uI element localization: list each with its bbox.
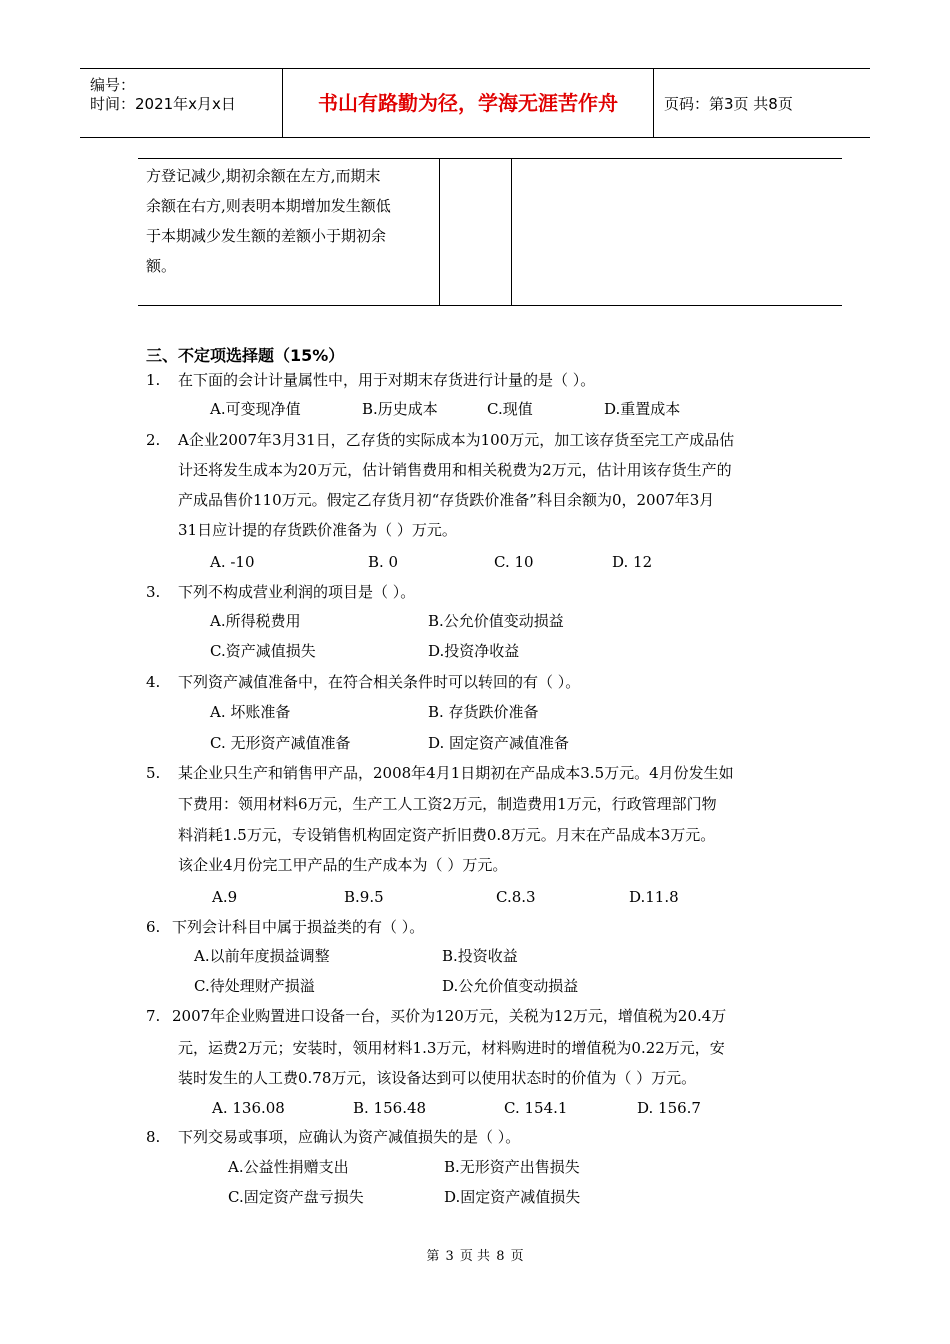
table-cell-line: 方登记减少,期初余额在左方,而期末	[146, 167, 381, 185]
option: A.可变现净值	[210, 400, 301, 418]
option: A.9	[212, 888, 238, 906]
option: C. 154.1	[504, 1099, 568, 1117]
option: B.历史成本	[362, 400, 438, 418]
code-label: 编号：	[90, 76, 136, 94]
question-text: 产成品售价110万元。假定乙存货月初“存货跌价准备”科目余额为0，2007年3月	[178, 491, 715, 509]
option: B.公允价值变动损益	[428, 612, 564, 630]
option: D.公允价值变动损益	[442, 977, 579, 995]
question-number: 6.	[146, 918, 161, 936]
option: A. -10	[210, 553, 255, 571]
option: A.以前年度损益调整	[194, 947, 330, 965]
question-text: 下列交易或事项，应确认为资产减值损失的是（ ）。	[178, 1128, 521, 1146]
footer-prefix: 第	[426, 1249, 440, 1264]
option: B.投资收益	[442, 947, 518, 965]
question-number: 2.	[146, 431, 161, 449]
page-header	[80, 68, 870, 138]
option: D. 12	[612, 553, 653, 571]
question-number: 4.	[146, 673, 161, 691]
option: B. 0	[368, 553, 399, 571]
header-motto: 书山有路勤为径，学海无涯苦作舟	[283, 69, 654, 137]
header-page-label: 页码：第3页 共8页	[664, 95, 793, 113]
question-number: 7.	[146, 1007, 161, 1025]
option: C. 无形资产减值准备	[210, 734, 351, 752]
option: C.8.3	[496, 888, 536, 906]
page-footer	[0, 1245, 950, 1264]
option: C.固定资产盘亏损失	[228, 1188, 364, 1206]
table-cell-text	[146, 161, 431, 281]
table-cell-line: 于本期减少发生额的差额小于期初余	[146, 227, 387, 245]
footer-middle: 页 共	[459, 1249, 491, 1264]
option: B.无形资产出售损失	[444, 1158, 580, 1176]
table-divider	[439, 159, 440, 305]
option: B. 156.48	[353, 1099, 427, 1117]
question-number: 3.	[146, 583, 161, 601]
option: B. 存货跌价准备	[428, 703, 539, 721]
option: A.公益性捐赠支出	[228, 1158, 349, 1176]
question-text: 某企业只生产和销售甲产品，2008年4月1日期初在产品成本3.5万元。4月份发生如	[178, 764, 734, 782]
question-text: A企业2007年3月31日，乙存货的实际成本为100万元，加工该存货至完工产成品估	[178, 431, 735, 449]
option: D. 固定资产减值准备	[428, 734, 570, 752]
option: C.资产减值损失	[210, 642, 316, 660]
section-title: 三、不定项选择题（15%）	[146, 346, 345, 365]
option: D.11.8	[629, 888, 679, 906]
question-number: 5.	[146, 764, 161, 782]
question-text: 下列会计科目中属于损益类的有（ ）。	[172, 918, 425, 936]
footer-total-pages: 8	[496, 1249, 505, 1264]
option: C.现值	[487, 400, 533, 418]
question-text: 料消耗1.5万元，专设销售机构固定资产折旧费0.8万元。月末在产品成本3万元。	[178, 826, 716, 844]
question-text: 在下面的会计计量属性中，用于对期末存货进行计量的是（ ）。	[178, 371, 596, 389]
table-cell-line: 余额在右方,则表明本期增加发生额低	[146, 197, 391, 215]
option: A.所得税费用	[210, 612, 301, 630]
table-cell-line: 额。	[146, 257, 177, 275]
option: B.9.5	[344, 888, 384, 906]
question-text: 下列资产减值准备中，在符合相关条件时可以转回的有（ ）。	[178, 673, 581, 691]
question-text: 2007年企业购置进口设备一台，买价为120万元，关税为12万元，增值税为20.4万	[172, 1007, 727, 1025]
question-number: 1.	[146, 371, 161, 389]
header-info-cell	[80, 69, 283, 137]
option: D.固定资产减值损失	[444, 1188, 581, 1206]
question-text: 计还将发生成本为20万元，估计销售费用和相关税费为2万元，估计用该存货生产的	[178, 461, 732, 479]
table-divider	[511, 159, 512, 305]
footer-suffix: 页	[510, 1249, 524, 1264]
option: D.投资净收益	[428, 642, 520, 660]
question-number: 8.	[146, 1128, 161, 1146]
question-text: 下费用：领用材料6万元，生产工人工资2万元，制造费用1万元，行政管理部门物	[178, 795, 717, 813]
time-label: 时间：2021年x月x日	[90, 95, 236, 113]
option: D.重置成本	[604, 400, 681, 418]
question-text: 31日应计提的存货跌价准备为（ ）万元。	[178, 521, 457, 539]
option: C.待处理财产损溢	[194, 977, 315, 995]
option: C. 10	[494, 553, 534, 571]
option: A. 136.08	[212, 1099, 285, 1117]
option: A. 坏账准备	[210, 703, 291, 721]
question-text: 元，运费2万元；安装时，领用材料1.3万元，材料购进时的增值税为0.22万元，安	[178, 1039, 725, 1057]
question-text: 装时发生的人工费0.78万元，该设备达到可以使用状态时的价值为（ ）万元。	[178, 1069, 697, 1087]
footer-page-number: 3	[445, 1249, 454, 1264]
question-text: 该企业4月份完工甲产品的生产成本为（ ）万元。	[178, 856, 508, 874]
question-text: 下列不构成营业利润的项目是（ ）。	[178, 583, 416, 601]
option: D. 156.7	[637, 1099, 701, 1117]
continuation-table	[138, 158, 842, 306]
